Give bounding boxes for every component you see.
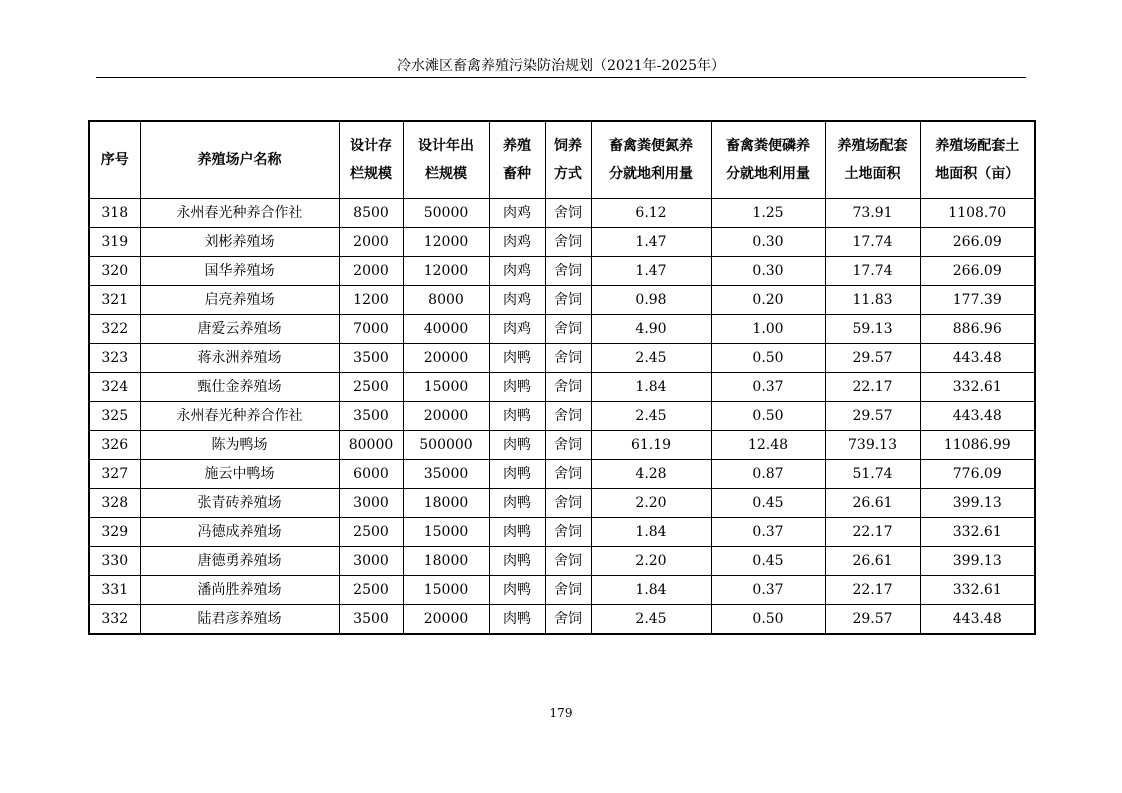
cell-nitrogen-use: 1.84	[591, 576, 711, 605]
cell-nitrogen-use: 4.90	[591, 315, 711, 344]
cell-nitrogen-use: 2.20	[591, 547, 711, 576]
table-row	[89, 373, 1035, 402]
table-row	[89, 315, 1035, 344]
cell-phosphorus-use: 0.37	[711, 373, 825, 402]
table-row	[89, 518, 1035, 547]
cell-species: 肉鸭	[489, 402, 545, 431]
cell-farm-name: 永州春光种养合作社	[140, 402, 339, 431]
cell-phosphorus-use: 0.20	[711, 286, 825, 315]
table-header	[89, 121, 1035, 199]
cell-land-area: 11.83	[825, 286, 920, 315]
cell-phosphorus-use: 0.30	[711, 228, 825, 257]
cell-farm-name: 启亮养殖场	[140, 286, 339, 315]
data-table	[88, 120, 1036, 635]
table-body	[89, 199, 1035, 635]
cell-annual-output: 18000	[403, 489, 489, 518]
cell-index: 318	[89, 199, 140, 228]
cell-design-capacity: 3000	[339, 489, 403, 518]
cell-index: 331	[89, 576, 140, 605]
cell-species: 肉鸡	[489, 199, 545, 228]
cell-feeding-method: 舍饲	[545, 373, 591, 402]
cell-feeding-method: 舍饲	[545, 315, 591, 344]
column-header	[545, 121, 591, 199]
cell-land-area: 73.91	[825, 199, 920, 228]
column-header	[489, 121, 545, 199]
column-header	[339, 121, 403, 199]
cell-farm-name: 蒋永洲养殖场	[140, 344, 339, 373]
column-header	[825, 121, 920, 199]
cell-annual-output: 15000	[403, 576, 489, 605]
cell-land-area-mu: 443.48	[920, 344, 1035, 373]
cell-land-area-mu: 332.61	[920, 576, 1035, 605]
cell-farm-name: 冯德成养殖场	[140, 518, 339, 547]
cell-index: 325	[89, 402, 140, 431]
column-header-line: 养殖场配套土	[935, 138, 1020, 154]
cell-index: 326	[89, 431, 140, 460]
cell-design-capacity: 3500	[339, 402, 403, 431]
cell-land-area: 29.57	[825, 605, 920, 635]
column-header	[140, 121, 339, 199]
cell-annual-output: 50000	[403, 199, 489, 228]
cell-farm-name: 刘彬养殖场	[140, 228, 339, 257]
table-row	[89, 257, 1035, 286]
table-row	[89, 344, 1035, 373]
column-header	[89, 121, 140, 199]
cell-index: 322	[89, 315, 140, 344]
table-row	[89, 286, 1035, 315]
cell-farm-name: 永州春光种养合作社	[140, 199, 339, 228]
cell-design-capacity: 2500	[339, 518, 403, 547]
cell-land-area-mu: 266.09	[920, 257, 1035, 286]
cell-design-capacity: 80000	[339, 431, 403, 460]
cell-feeding-method: 舍饲	[545, 431, 591, 460]
cell-land-area-mu: 11086.99	[920, 431, 1035, 460]
column-header-line: 养殖场配套	[837, 138, 908, 154]
cell-land-area: 17.74	[825, 257, 920, 286]
cell-species: 肉鸭	[489, 518, 545, 547]
column-header-line: 设计存	[350, 138, 392, 154]
cell-feeding-method: 舍饲	[545, 257, 591, 286]
cell-land-area: 22.17	[825, 518, 920, 547]
column-header-line: 序号	[100, 152, 129, 168]
cell-phosphorus-use: 0.37	[711, 576, 825, 605]
cell-phosphorus-use: 0.30	[711, 257, 825, 286]
cell-design-capacity: 2500	[339, 373, 403, 402]
cell-nitrogen-use: 1.47	[591, 257, 711, 286]
cell-nitrogen-use: 4.28	[591, 460, 711, 489]
cell-feeding-method: 舍饲	[545, 286, 591, 315]
cell-species: 肉鸭	[489, 576, 545, 605]
cell-farm-name: 国华养殖场	[140, 257, 339, 286]
column-header-line: 畜禽粪便磷养	[726, 138, 810, 154]
cell-nitrogen-use: 2.45	[591, 344, 711, 373]
cell-index: 327	[89, 460, 140, 489]
cell-land-area-mu: 886.96	[920, 315, 1035, 344]
column-header-line: 分就地利用量	[609, 166, 693, 182]
cell-design-capacity: 1200	[339, 286, 403, 315]
cell-feeding-method: 舍饲	[545, 489, 591, 518]
cell-land-area: 29.57	[825, 402, 920, 431]
cell-design-capacity: 7000	[339, 315, 403, 344]
cell-design-capacity: 3500	[339, 344, 403, 373]
cell-species: 肉鸭	[489, 460, 545, 489]
cell-design-capacity: 6000	[339, 460, 403, 489]
cell-land-area: 22.17	[825, 373, 920, 402]
cell-feeding-method: 舍饲	[545, 576, 591, 605]
cell-land-area-mu: 443.48	[920, 605, 1035, 635]
cell-species: 肉鸭	[489, 431, 545, 460]
cell-annual-output: 12000	[403, 228, 489, 257]
cell-nitrogen-use: 61.19	[591, 431, 711, 460]
column-header-line: 栏规模	[350, 166, 392, 182]
cell-nitrogen-use: 2.45	[591, 605, 711, 635]
cell-nitrogen-use: 2.45	[591, 402, 711, 431]
cell-annual-output: 12000	[403, 257, 489, 286]
cell-annual-output: 15000	[403, 373, 489, 402]
cell-nitrogen-use: 1.84	[591, 373, 711, 402]
table-row	[89, 489, 1035, 518]
cell-phosphorus-use: 0.87	[711, 460, 825, 489]
cell-index: 320	[89, 257, 140, 286]
cell-design-capacity: 3000	[339, 547, 403, 576]
cell-index: 332	[89, 605, 140, 635]
column-header-line: 设计年出	[418, 138, 474, 154]
table-row	[89, 402, 1035, 431]
cell-annual-output: 35000	[403, 460, 489, 489]
cell-design-capacity: 2000	[339, 257, 403, 286]
cell-species: 肉鸭	[489, 547, 545, 576]
cell-farm-name: 张青砖养殖场	[140, 489, 339, 518]
cell-annual-output: 20000	[403, 605, 489, 635]
cell-farm-name: 施云中鸭场	[140, 460, 339, 489]
cell-feeding-method: 舍饲	[545, 199, 591, 228]
cell-land-area-mu: 332.61	[920, 518, 1035, 547]
cell-phosphorus-use: 12.48	[711, 431, 825, 460]
cell-feeding-method: 舍饲	[545, 547, 591, 576]
column-header-line: 养殖场户名称	[197, 152, 282, 168]
cell-index: 329	[89, 518, 140, 547]
cell-species: 肉鸡	[489, 315, 545, 344]
cell-annual-output: 40000	[403, 315, 489, 344]
column-header-line: 畜禽粪便氮养	[609, 138, 693, 154]
cell-phosphorus-use: 0.37	[711, 518, 825, 547]
column-header-line: 养殖	[503, 138, 531, 154]
cell-land-area-mu: 266.09	[920, 228, 1035, 257]
cell-phosphorus-use: 1.25	[711, 199, 825, 228]
column-header-line: 土地面积	[844, 166, 901, 182]
table-row	[89, 199, 1035, 228]
cell-annual-output: 20000	[403, 402, 489, 431]
cell-index: 330	[89, 547, 140, 576]
page-number: 179	[549, 706, 573, 720]
cell-annual-output: 18000	[403, 547, 489, 576]
cell-annual-output: 8000	[403, 286, 489, 315]
cell-nitrogen-use: 0.98	[591, 286, 711, 315]
cell-feeding-method: 舍饲	[545, 518, 591, 547]
cell-land-area-mu: 443.48	[920, 402, 1035, 431]
cell-nitrogen-use: 1.47	[591, 228, 711, 257]
column-header-line: 分就地利用量	[726, 166, 810, 182]
cell-land-area: 29.57	[825, 344, 920, 373]
cell-land-area: 17.74	[825, 228, 920, 257]
column-header	[403, 121, 489, 199]
table-row	[89, 547, 1035, 576]
cell-land-area: 59.13	[825, 315, 920, 344]
page-header-title: 冷水滩区畜禽养殖污染防治规划（2021年-2025年）	[397, 58, 725, 74]
cell-land-area-mu: 1108.70	[920, 199, 1035, 228]
cell-phosphorus-use: 0.45	[711, 489, 825, 518]
cell-species: 肉鸭	[489, 373, 545, 402]
cell-land-area: 22.17	[825, 576, 920, 605]
cell-feeding-method: 舍饲	[545, 344, 591, 373]
column-header-line: 饲养	[554, 138, 582, 154]
cell-land-area: 26.61	[825, 489, 920, 518]
cell-phosphorus-use: 1.00	[711, 315, 825, 344]
header-rule	[96, 77, 1026, 78]
cell-phosphorus-use: 0.45	[711, 547, 825, 576]
cell-land-area-mu: 399.13	[920, 547, 1035, 576]
header-row	[89, 121, 1035, 199]
cell-land-area: 26.61	[825, 547, 920, 576]
cell-feeding-method: 舍饲	[545, 402, 591, 431]
cell-land-area-mu: 399.13	[920, 489, 1035, 518]
cell-land-area-mu: 177.39	[920, 286, 1035, 315]
cell-phosphorus-use: 0.50	[711, 344, 825, 373]
cell-farm-name: 唐爱云养殖场	[140, 315, 339, 344]
cell-nitrogen-use: 1.84	[591, 518, 711, 547]
table-row	[89, 431, 1035, 460]
cell-index: 323	[89, 344, 140, 373]
cell-land-area: 51.74	[825, 460, 920, 489]
cell-species: 肉鸭	[489, 344, 545, 373]
table-row	[89, 576, 1035, 605]
cell-index: 324	[89, 373, 140, 402]
cell-nitrogen-use: 6.12	[591, 199, 711, 228]
cell-index: 319	[89, 228, 140, 257]
cell-phosphorus-use: 0.50	[711, 605, 825, 635]
cell-annual-output: 15000	[403, 518, 489, 547]
column-header	[920, 121, 1035, 199]
cell-farm-name: 甄仕金养殖场	[140, 373, 339, 402]
cell-annual-output: 500000	[403, 431, 489, 460]
cell-species: 肉鸭	[489, 605, 545, 635]
cell-land-area-mu: 776.09	[920, 460, 1035, 489]
table-row	[89, 605, 1035, 635]
cell-design-capacity: 2000	[339, 228, 403, 257]
cell-farm-name: 唐德勇养殖场	[140, 547, 339, 576]
cell-species: 肉鸭	[489, 489, 545, 518]
cell-feeding-method: 舍饲	[545, 460, 591, 489]
cell-species: 肉鸡	[489, 257, 545, 286]
cell-design-capacity: 3500	[339, 605, 403, 635]
cell-design-capacity: 8500	[339, 199, 403, 228]
column-header-line: 地面积（亩）	[935, 166, 1020, 182]
cell-farm-name: 陈为鸭场	[140, 431, 339, 460]
cell-land-area-mu: 332.61	[920, 373, 1035, 402]
cell-farm-name: 潘尚胜养殖场	[140, 576, 339, 605]
column-header-line: 畜种	[503, 166, 531, 182]
cell-index: 321	[89, 286, 140, 315]
cell-land-area: 739.13	[825, 431, 920, 460]
table-row	[89, 228, 1035, 257]
cell-design-capacity: 2500	[339, 576, 403, 605]
cell-feeding-method: 舍饲	[545, 228, 591, 257]
cell-species: 肉鸡	[489, 228, 545, 257]
cell-species: 肉鸡	[489, 286, 545, 315]
column-header	[711, 121, 825, 199]
cell-phosphorus-use: 0.50	[711, 402, 825, 431]
cell-farm-name: 陆君彦养殖场	[140, 605, 339, 635]
column-header-line: 栏规模	[425, 166, 467, 182]
table-row	[89, 460, 1035, 489]
cell-feeding-method: 舍饲	[545, 605, 591, 635]
cell-index: 328	[89, 489, 140, 518]
column-header	[591, 121, 711, 199]
cell-annual-output: 20000	[403, 344, 489, 373]
column-header-line: 方式	[554, 166, 582, 182]
cell-nitrogen-use: 2.20	[591, 489, 711, 518]
